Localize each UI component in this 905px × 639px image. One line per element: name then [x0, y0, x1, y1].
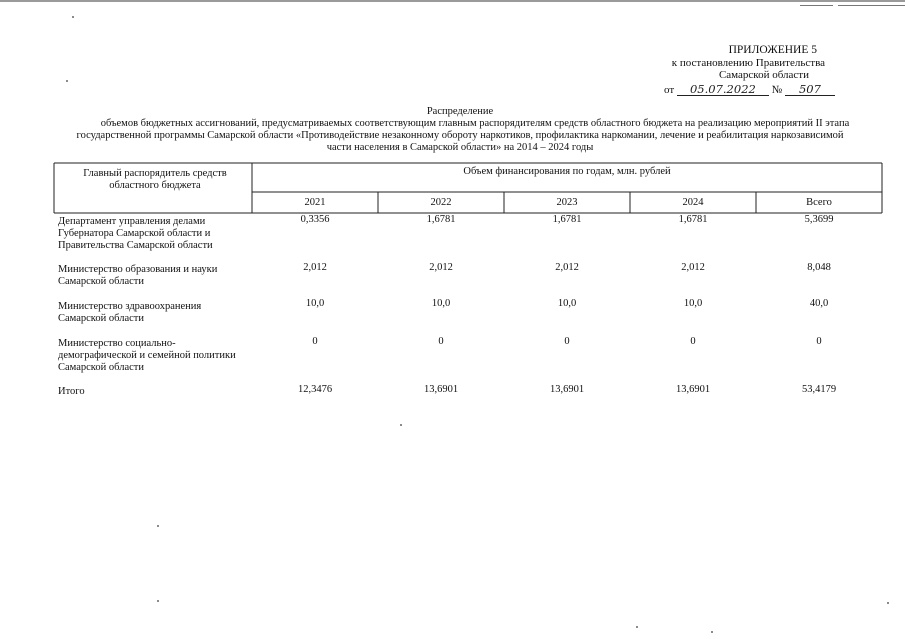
appendix-region-line: Самарской области: [718, 69, 809, 81]
table-row-label: Министерство социально-демографической и семейной политики Самарской области: [58, 338, 236, 373]
appendix-title: ПРИЛОЖЕНИЕ 5: [728, 44, 817, 56]
scan-speck: [400, 424, 402, 426]
table-cell: 2,012: [555, 262, 579, 273]
table-cell: 1,6781: [552, 214, 582, 225]
table-cell: 0: [564, 336, 570, 347]
table-cell: 0: [690, 336, 696, 347]
table-row-label-total: Итого: [58, 386, 85, 397]
handwritten-date: 05.07.2022: [677, 83, 769, 96]
table-cell: 10,0: [557, 298, 577, 309]
scan-top-edge: [0, 0, 905, 2]
table-row-label: Министерство образования и науки Самарской области: [58, 264, 218, 287]
column-header-year: 2022: [430, 197, 452, 208]
table-cell-total: 13,6901: [675, 384, 711, 395]
document-subtitle-line-3: части населения в Самарской области» на 2014 – 2024 годы: [326, 142, 594, 153]
table-cell: 1,6781: [426, 214, 456, 225]
table-cell-total: 13,6901: [423, 384, 459, 395]
table-cell: 10,0: [305, 298, 325, 309]
table-row-label: Министерство здравоохранения Самарской области: [58, 301, 202, 324]
scan-speck: [72, 16, 74, 18]
table-cell: 0: [816, 336, 822, 347]
column-header-total: Всего: [806, 197, 832, 208]
from-label: от: [664, 84, 675, 96]
scan-mark: [838, 5, 905, 6]
document-title: Распределение: [426, 106, 494, 117]
table-cell-total: 12,3476: [297, 384, 333, 395]
column-header-year: 2024: [682, 197, 704, 208]
appendix-date-number-line: [664, 83, 835, 96]
document-subtitle-line-2: государственной программы Самарской области «Противодействие незаконному обороту наркотиков, профилактика наркомании, лечение и реабилитация наркозависимой: [76, 130, 844, 141]
scan-speck: [157, 525, 159, 527]
table-cell: 2,012: [429, 262, 453, 273]
column-header-distributor: Главный распорядитель средств областного бюджета: [83, 168, 227, 191]
handwritten-number: 507: [785, 83, 835, 96]
scan-mark: [800, 5, 833, 6]
table-cell: 40,0: [809, 298, 829, 309]
table-cell: 0: [438, 336, 444, 347]
table-cell: 1,6781: [678, 214, 708, 225]
scan-speck: [711, 631, 713, 633]
number-label: №: [771, 84, 783, 96]
table-cell: 10,0: [431, 298, 451, 309]
scan-speck: [887, 602, 889, 604]
column-header-year: 2021: [304, 197, 326, 208]
table-cell: 2,012: [303, 262, 327, 273]
table-cell-total: 13,6901: [549, 384, 585, 395]
table-cell: 5,3699: [804, 214, 834, 225]
scan-speck: [636, 626, 638, 628]
table-cell: 2,012: [681, 262, 705, 273]
table-cell: 8,048: [807, 262, 831, 273]
appendix-resolution-line: к постановлению Правительства: [671, 57, 825, 69]
table-cell-total: 53,4179: [801, 384, 837, 395]
table-cell: 0: [312, 336, 318, 347]
table-cell: 0,3356: [300, 214, 330, 225]
column-group-header-funding: Объем финансирования по годам, млн. рублей: [463, 166, 671, 177]
table-row-label: Департамент управления делами Губернатора Самарской области и Правительства Самарской области: [58, 216, 213, 251]
table-cell: 10,0: [683, 298, 703, 309]
scan-speck: [157, 600, 159, 602]
document-subtitle-line-1: объемов бюджетных ассигнований, предусматриваемых соответствующим главным распорядителям средств областного бюджета на реализацию мероприятий II этапа: [100, 118, 850, 129]
column-header-year: 2023: [556, 197, 578, 208]
scan-speck: [66, 80, 68, 82]
